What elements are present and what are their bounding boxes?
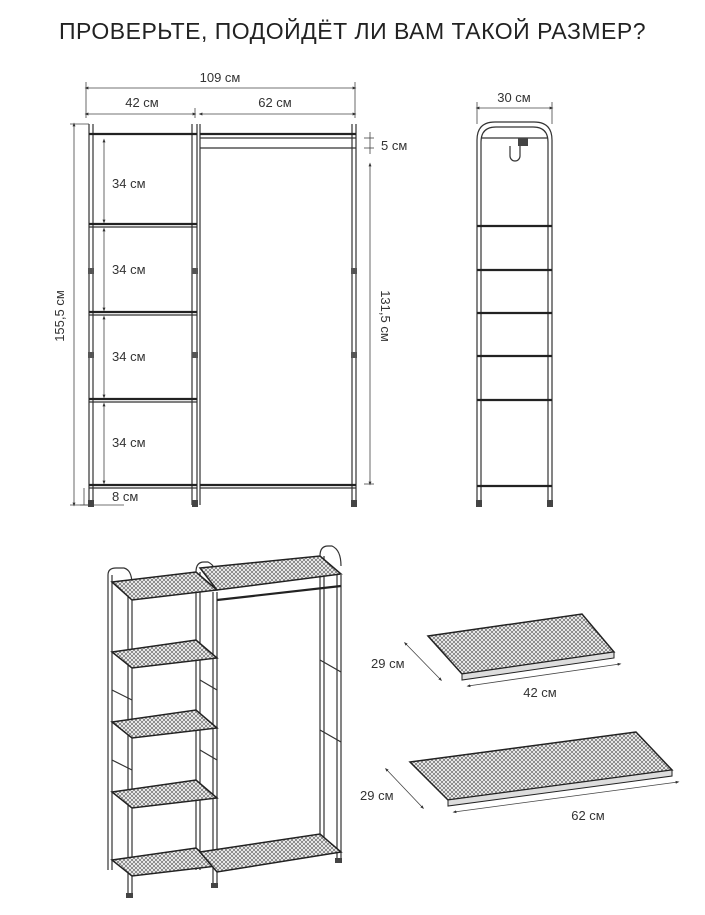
shelf-gap-1-label: 34 см [112, 176, 146, 191]
depth-label: 30 см [497, 90, 531, 105]
shelf-large-depth-label: 29 см [360, 788, 394, 803]
hanging-height-label: 131,5 см [378, 290, 393, 342]
shelf-large-width-label: 62 см [571, 808, 605, 823]
shelf-gap-2-label: 34 см [112, 262, 146, 277]
total-height-label: 155,5 см [52, 290, 67, 342]
front-view [52, 70, 407, 507]
shelf-small-depth-label: 29 см [371, 656, 405, 671]
shelf-gap-3-label: 34 см [112, 349, 146, 364]
left-width-label: 42 см [125, 95, 159, 110]
foot-height-label: 8 см [112, 489, 139, 504]
page-title: ПРОВЕРЬТЕ, ПОДОЙДЁТ ЛИ ВАМ ТАКОЙ РАЗМЕР? [59, 18, 646, 44]
shelf-large-view [360, 732, 678, 823]
right-width-label: 62 см [258, 95, 292, 110]
shelf-small-view [371, 614, 620, 700]
total-width-label: 109 см [199, 70, 241, 85]
rod-offset-label: 5 см [381, 138, 408, 153]
perspective-view [108, 546, 342, 898]
shelf-small-width-label: 42 см [523, 685, 557, 700]
shelf-gap-4-label: 34 см [112, 435, 146, 450]
side-view [476, 90, 553, 507]
